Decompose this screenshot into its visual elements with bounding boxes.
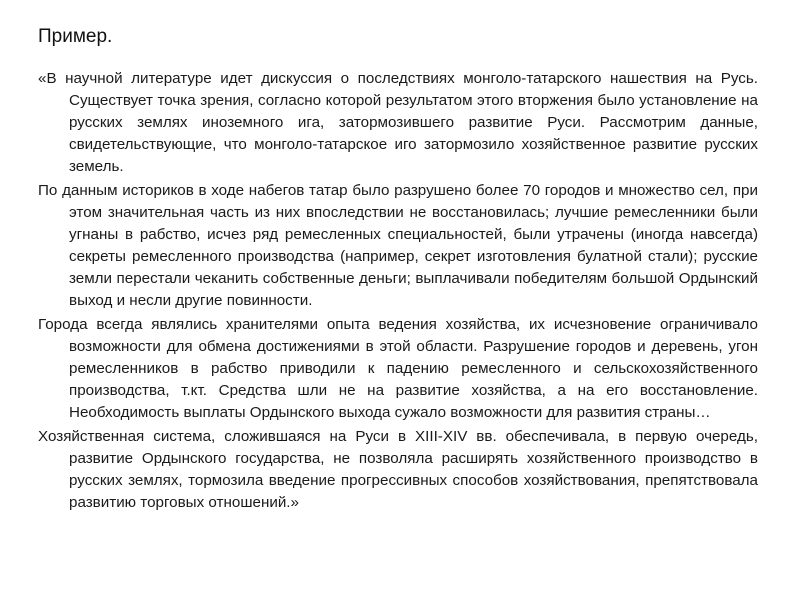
paragraph-destruction: По данным историков в ходе набегов татар было разрушено более 70 городов и множество сел, при этом значительная часть из них впоследствии не восстановилась; лучшие ремесленники были угнаны в рабство, исчез ряд ремесленных специальностей, были утрачены (иногда навсегда) секреты ремесленного производства (например, секрет изготовления булатной стали); русские земли перестали чеканить собственные деньги; выплачивали победителям большой Ордынский выход и несли другие повинности. bbox=[38, 182, 758, 309]
slide-title: Пример. bbox=[38, 26, 113, 47]
paragraph-intro: «В научной литературе идет дискуссия о последствиях монголо-татарского нашествия на Русь. Существует точка зрения, согласно которой результатом этого вторжения было установление на русских землях иноземного ига, затормозившего развитие Руси. Рассмотрим данные, свидетельствующие, что монголо-татарское иго затормозило хозяйственное развитие русских земель. bbox=[38, 70, 758, 175]
paragraph-cities: Города всегда являлись хранителями опыта ведения хозяйства, их исчезновение ограничивало возможности для обмена достижениями в этой области. Разрушение городов и деревень, угон ремесленников в рабство приводили к падению ремесленного и сельскохозяйственного производства, т.кт. Средства шли не на развитие хозяйства, а на его восстановление. Необходимость выплаты Ордынского выхода сужало возможности для развития страны… bbox=[38, 316, 758, 421]
paragraph-economy: Хозяйственная система, сложившаяся на Руси в XIII-XIV вв. обеспечивала, в первую очередь, развитие Ордынского государства, не позволяла расширять хозяйственного производство в русских землях, тормозила введение прогрессивных способов хозяйствования, препятствовала развитию торговых отношений.» bbox=[38, 428, 758, 511]
slide-body bbox=[38, 68, 758, 516]
